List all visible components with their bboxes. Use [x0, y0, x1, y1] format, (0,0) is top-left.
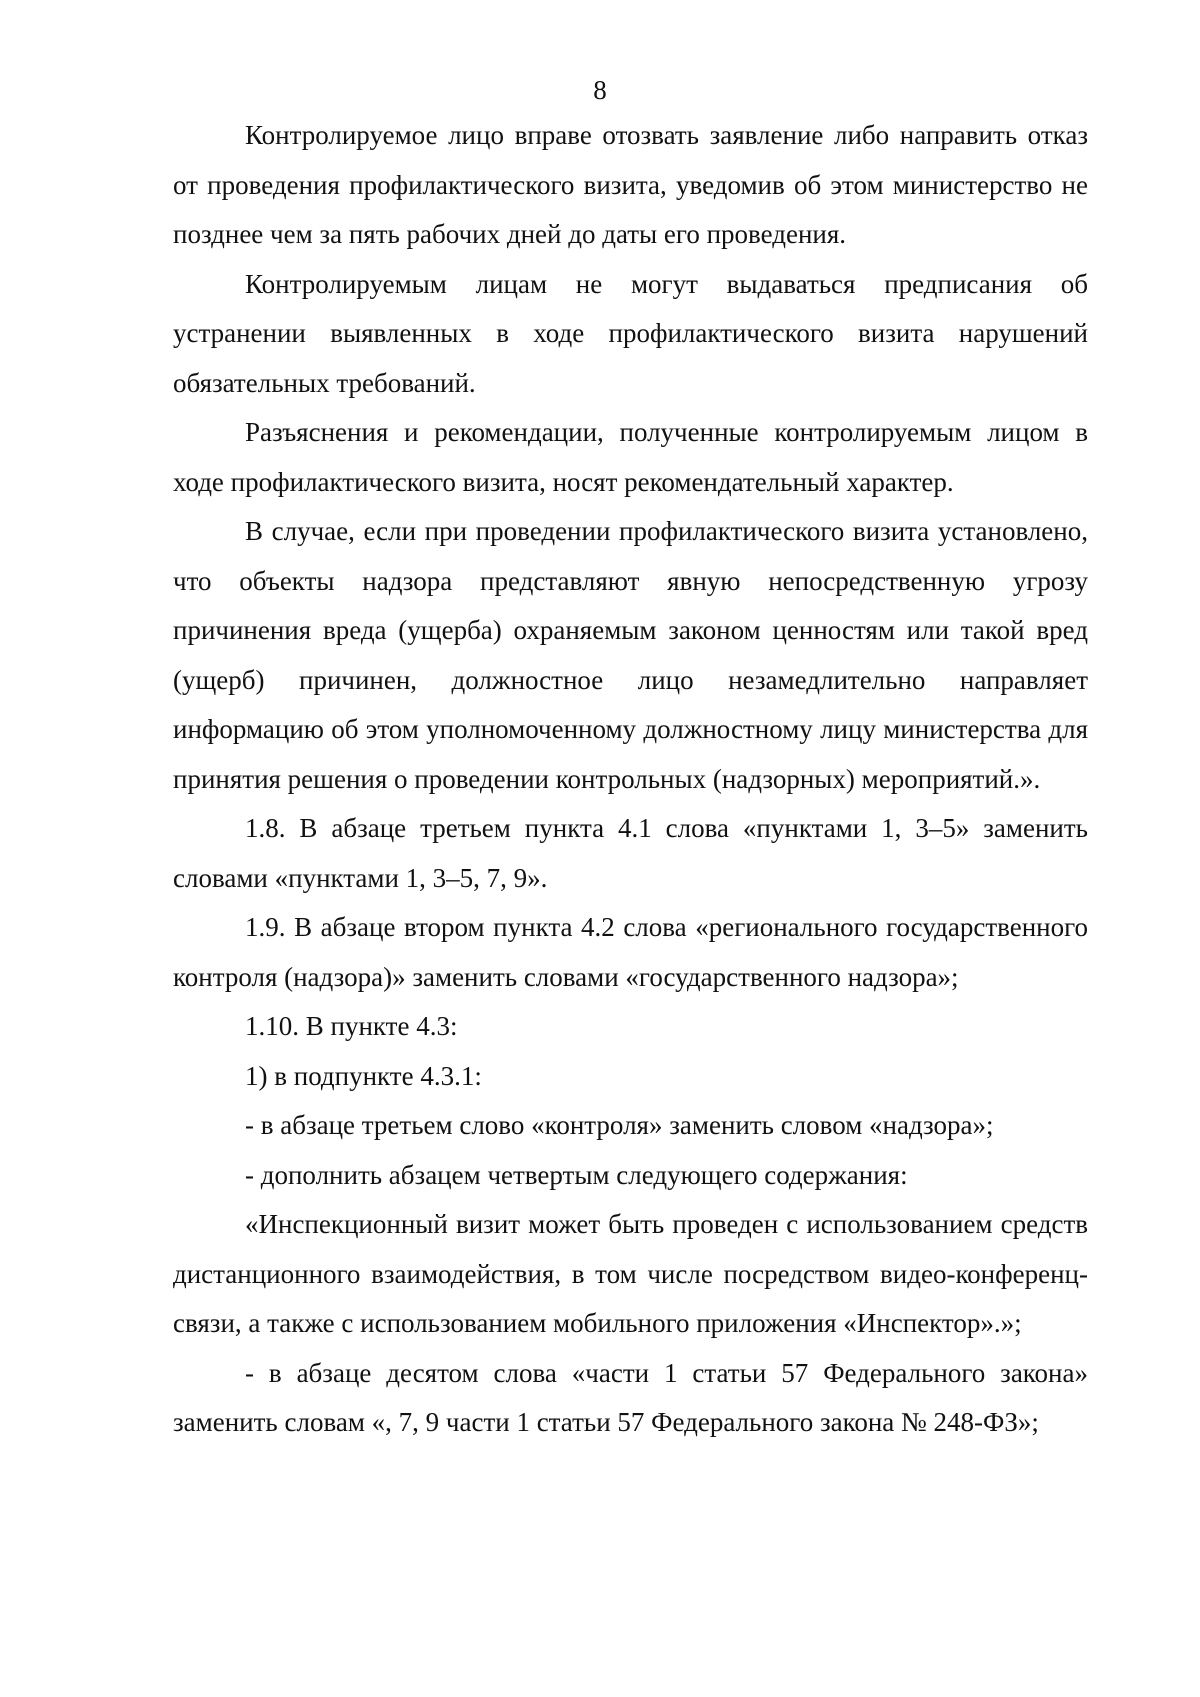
paragraph: 1.8. В абзаце третьем пункта 4.1 слова «пунктами 1, 3–5» заменить словами «пунктами 1, 3–5, 7, 9».: [173, 813, 1088, 893]
paragraph: 1.9. В абзаце втором пункта 4.2 слова «регионального государственного контроля (надзора)» заменить словами «государственного надзора»;: [173, 912, 1088, 992]
document-body: [173, 111, 1088, 1448]
page-number: 8: [593, 75, 607, 105]
paragraph: - дополнить абзацем четвертым следующего содержания:: [245, 1159, 908, 1190]
paragraph: Разъяснения и рекомендации, полученные контролируемым лицом в ходе профилактического визита, носят рекомендательный характер.: [173, 417, 1088, 497]
paragraph: «Инспекционный визит может быть проведен с использованием средств дистанционного взаимодействия, в том числе посредством видео-конференц-связи, а также с использованием мобильного приложения «Инспектор».»;: [173, 1209, 1088, 1338]
paragraph: - в абзаце десятом слова «части 1 статьи 57 Федерального закона» заменить словам «, 7, 9 части 1 статьи 57 Федерального закона № 248-ФЗ»;: [173, 1357, 1088, 1437]
paragraph: Контролируемое лицо вправе отозвать заявление либо направить отказ от проведения профилактического визита, уведомив об этом министерство не позднее чем за пять рабочих дней до даты его проведения.: [173, 120, 1088, 249]
paragraph: - в абзаце третьем слово «контроля» заменить словом «надзора»;: [245, 1110, 994, 1140]
paragraph: 1) в подпункте 4.3.1:: [245, 1060, 482, 1091]
paragraph: Контролируемым лицам не могут выдаваться предписания об устранении выявленных в ходе профилактического визита нарушений обязательных требований.: [173, 268, 1088, 398]
paragraph: 1.10. В пункте 4.3:: [245, 1011, 458, 1041]
paragraph: В случае, если при проведении профилактического визита установлено, что объекты надзора представляют явную непосредственную угрозу причинения вреда (ущерба) охраняемым законом ценностям или такой вред (ущерб) причинен, должностное лицо незамедлительно направляет информацию об этом уполномоченному должностному лицу министерства для принятия решения о проведении контрольных (надзорных) мероприятий.».: [173, 516, 1088, 794]
